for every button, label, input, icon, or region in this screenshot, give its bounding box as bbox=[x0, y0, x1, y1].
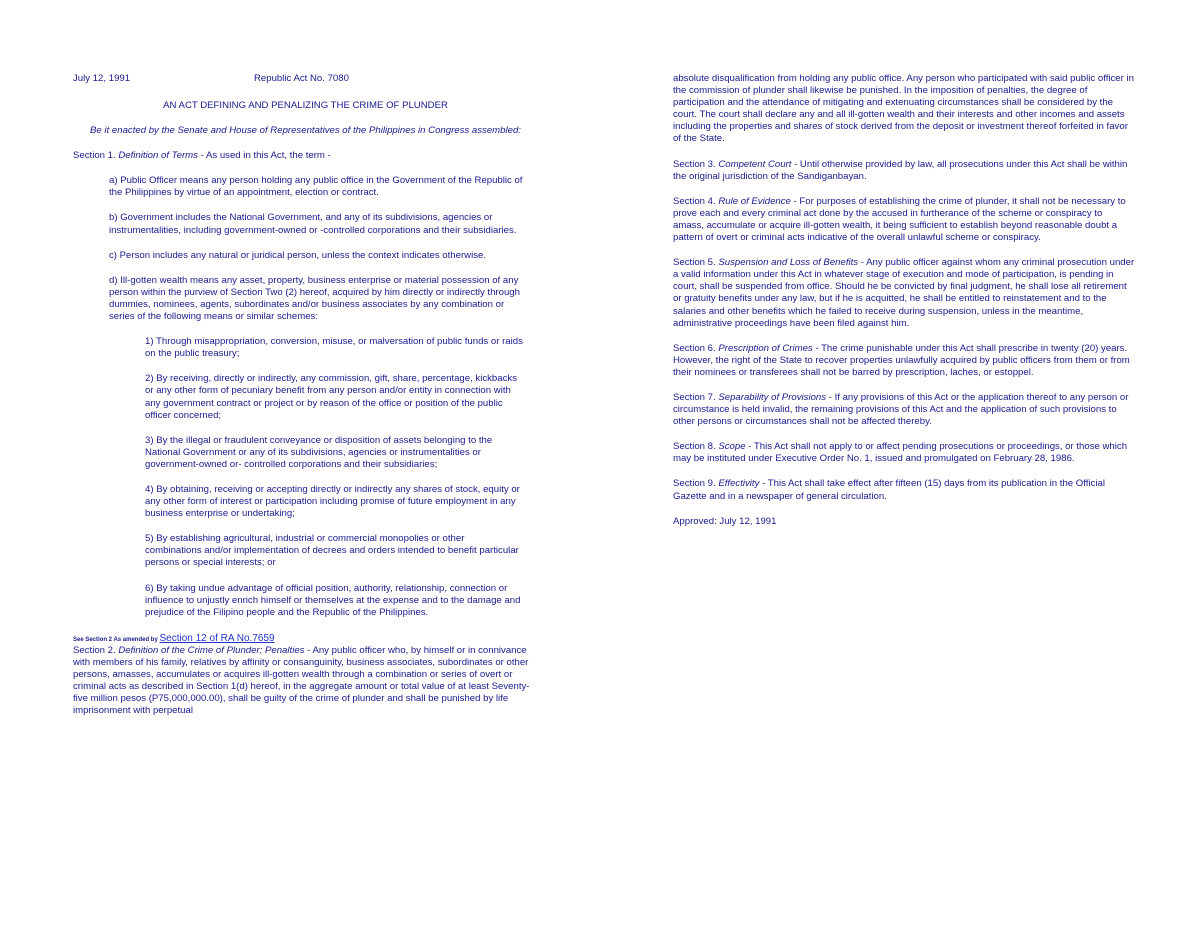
section-name: Definition of the Crime of Plunder; Penalties bbox=[118, 644, 305, 656]
section-name: Separability of Provisions bbox=[718, 391, 827, 403]
section-label: Section 3. bbox=[673, 158, 716, 170]
section-name: Rule of Evidence bbox=[718, 195, 791, 207]
section-label: Section 7. bbox=[673, 391, 716, 403]
act-number: Republic Act No. 7080 bbox=[254, 73, 349, 84]
section-label: Section 1. bbox=[73, 150, 116, 162]
means-item: 6) By taking undue advantage of official position, authority, relationship, connection or influence to unjustly enrich himself or themselves at the expense and to the damage and prejudice of the Filipino people and the Republic of the Philippines. bbox=[145, 582, 521, 618]
section-label: Section 9. bbox=[673, 478, 716, 490]
section-9 bbox=[673, 478, 1135, 502]
section-label: Section 2. bbox=[73, 644, 116, 656]
left-column bbox=[73, 73, 538, 717]
section-text: - Any public officer against whom any criminal prosecution under a valid information under this Act in whatever stage of execution and mode of participation, is pending in court, shall be suspended from office. Should he be convicted by final judgment, he shall lose all retirement or gratuity benefits under any law, but if he is acquitted, he shall be entitled to reinstatement and to the salaries and other benefits which he failed to receive during suspension, unless in the meantime, administrative proceedings have been filed against him. bbox=[673, 257, 1135, 329]
section-7 bbox=[673, 392, 1135, 428]
definition-item: a) Public Officer means any person holding any public office in the Government of the Republic of the Philippines by virtue of an appointment, election or contract. bbox=[109, 175, 523, 199]
section-name: Scope bbox=[718, 441, 746, 453]
section-text: - Any public officer who, by himself or in connivance with members of his family, relatives by affinity or consanguinity, business associates, subordinates or other persons, amasses, accumulates or acquires ill-gotten wealth through a combination or series of overt or criminal acts as described in Section 1(d) hereof, in the aggregate amount or total value of at least Seventy-five million pesos (P75,000,000.00), shall be guilty of the crime of plunder and shall be punished by life imprisonment with perpetual bbox=[73, 644, 530, 717]
section-label: Section 6. bbox=[673, 342, 716, 354]
section-name: Effectivity bbox=[718, 478, 760, 490]
means-item: 5) By establishing agricultural, industrial or commercial monopolies or other combinations and/or implementation of decrees and orders intended to benefit particular persons or special interests; or bbox=[145, 533, 519, 569]
amendment-link[interactable]: Section 12 of RA No.7659 bbox=[159, 632, 275, 644]
section-label: Section 8. bbox=[673, 441, 716, 453]
amendment-text: See Section 2 As amended by bbox=[73, 636, 160, 643]
section-text: - The crime punishable under this Act shall prescribe in twenty (20) years. However, the right of the State to recover properties unlawfully acquired by public officers from them or from their nominees or transferees shall not be barred by prescription, laches, or estoppel. bbox=[673, 342, 1130, 378]
section-6 bbox=[673, 343, 1135, 379]
section-3 bbox=[673, 159, 1135, 183]
means-item: 4) By obtaining, receiving or accepting directly or indirectly any shares of stock, equity or any other form of interest or participation including promise of future employment in any business enterprise or undertaking; bbox=[145, 483, 520, 520]
section-name: Prescription of Crimes bbox=[718, 342, 813, 354]
enacting-clause: Be it enacted by the Senate and House of Representatives of the Philippines in Congress assembled: bbox=[90, 125, 521, 137]
section-text: - As used in this Act, the term - bbox=[197, 150, 331, 162]
section-8 bbox=[673, 441, 1135, 465]
section-name: Suspension and Loss of Benefits bbox=[718, 257, 859, 269]
act-title: AN ACT DEFINING AND PENALIZING THE CRIME OF PLUNDER bbox=[163, 100, 448, 111]
section-4 bbox=[673, 196, 1135, 244]
definition-item: b) Government includes the National Government, and any of its subdivisions, agencies or instrumentalities, including government-owned or -controlled corporations and their subsidiaries. bbox=[109, 212, 517, 236]
means-item: 2) By receiving, directly or indirectly, any commission, gift, share, percentage, kickbacks or any other form of pecuniary benefit from any person and/or entity in connection with any government contract or project or by reason of the office or position of the public officer concerned; bbox=[145, 373, 517, 421]
section-1 bbox=[73, 150, 538, 162]
header-date: July 12, 1991 bbox=[73, 73, 131, 84]
means-item: 3) By the illegal or fraudulent conveyance or disposition of assets belonging to the National Government or any of its subdivisions, agencies or instrumentalities or government-owned or- controlled corporations and their subsidiaries; bbox=[145, 434, 493, 470]
means-item: 1) Through misappropriation, conversion, misuse, or malversation of public funds or raids on the public treasury; bbox=[145, 336, 523, 360]
definition-item: c) Person includes any natural or juridical person, unless the context indicates otherwise. bbox=[109, 249, 487, 261]
section-2-continued: absolute disqualification from holding any public office. Any person who participated with said public officer in the commission of plunder shall likewise be punished. In the imposition of penalties, the degree of participation and the attendance of mitigating and extenuating circumstances shall be considered by the court. The court shall declare any and all ill-gotten wealth and their interests and other incomes and assets including the properties and shares of stock derived from the deposit or investment thereof forfeited in favor of the State. bbox=[673, 73, 1134, 145]
approval-date: Approved: July 12, 1991 bbox=[673, 515, 777, 527]
section-2 bbox=[73, 645, 538, 718]
section-label: Section 5. bbox=[673, 257, 716, 269]
section-text: - This Act shall take effect after fifteen (15) days from its publication in the Official Gazette and in a newspaper of general circulation. bbox=[673, 478, 1105, 502]
definition-item: d) Ill-gotten wealth means any asset, property, business enterprise or material possession of any person within the purview of Section Two (2) hereof, acquired by him directly or indirectly through dummies, nominees, agents, subordinates and/or business associates by any combination or series of the following means or similar schemes: bbox=[109, 274, 520, 323]
section-label: Section 4. bbox=[673, 195, 716, 207]
section-text: - This Act shall not apply to or affect pending prosecutions or proceedings, or those which may be instituted under Executive Order No. 1, issued and promulgated on February 28, 1986. bbox=[673, 441, 1128, 465]
right-column bbox=[673, 73, 1135, 541]
section-name: Competent Court bbox=[718, 158, 792, 170]
section-5 bbox=[673, 257, 1135, 330]
document-header bbox=[73, 73, 538, 87]
section-name: Definition of Terms bbox=[118, 150, 198, 162]
amendment-note bbox=[73, 634, 538, 645]
section-text: - Until otherwise provided by law, all prosecutions under this Act shall be within the original jurisdiction of the Sandiganbayan. bbox=[673, 158, 1128, 182]
section-text: - If any provisions of this Act or the application thereof to any person or circumstance is held invalid, the remaining provisions of this Act and the application of such provisions to other persons or circumstances shall not be affected thereby. bbox=[673, 391, 1129, 428]
section-text: - For purposes of establishing the crime of plunder, it shall not be necessary to prove each and every criminal act done by the accused in furtherance of the scheme or conspiracy to amass, accumulate or acquire ill-gotten wealth, it being sufficient to establish beyond reasonable doubt a pattern of overt or criminal acts indicative of the overall unlawful scheme or conspiracy. bbox=[673, 195, 1126, 244]
